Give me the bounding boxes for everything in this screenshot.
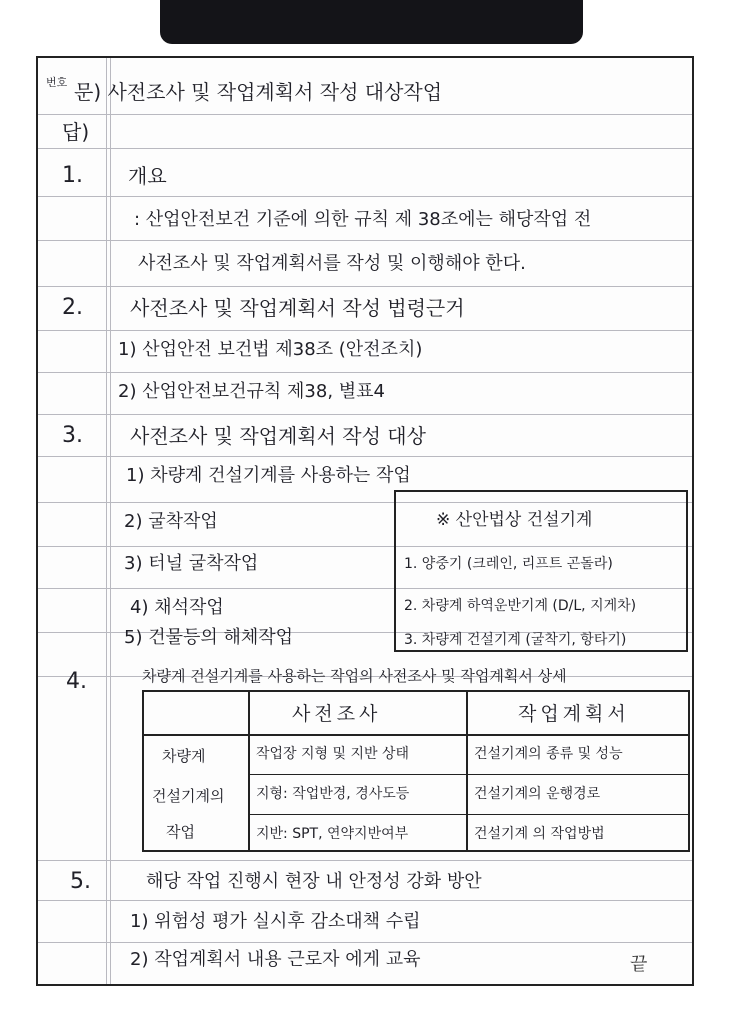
- section-4-title: 차량계 건설기계를 사용하는 작업의 사전조사 및 작업계획서 상세: [142, 667, 567, 685]
- machinery-box-row-2: 2. 차량계 하역운반기계 (D/L, 지게차): [404, 598, 637, 614]
- table-row-label-1: 차량계: [162, 747, 206, 765]
- question-text: 문) 사전조사 및 작업계획서 작성 대상작업: [74, 80, 443, 104]
- table-header-divider: [142, 734, 690, 736]
- table-col-divider-1: [248, 690, 250, 852]
- table-plan-2: 건설기계의 운행경로: [474, 786, 601, 802]
- section-3-item-3: 3) 터널 굴착작업: [124, 553, 259, 574]
- section-5-title: 해당 작업 진행시 현장 내 안정성 강화 방안: [146, 871, 482, 892]
- end-mark: 끝: [630, 954, 648, 975]
- section-5-item-1: 1) 위험성 평가 실시후 감소대책 수립: [130, 911, 421, 932]
- answer-label: 답): [62, 120, 90, 144]
- section-1-title: 개요: [128, 164, 167, 188]
- table-header-survey: 사전조사: [292, 703, 382, 725]
- clipboard-clip: [160, 0, 583, 44]
- section-4-number: 4.: [66, 669, 87, 694]
- table-row-label-3: 작업: [166, 823, 195, 841]
- section-3-title: 사전조사 및 작업계획서 작성 대상: [130, 424, 426, 448]
- section-3-number: 3.: [62, 423, 83, 448]
- section-1-number: 1.: [62, 163, 83, 188]
- machinery-box-row-3: 3. 차량계 건설기계 (굴착기, 항타기): [404, 632, 627, 648]
- table-header-plan: 작업계획서: [518, 703, 630, 725]
- table-survey-3: 지반: SPT, 연약지반여부: [256, 826, 409, 842]
- number-label: 번호: [46, 76, 68, 89]
- section-3-item-5: 5) 건물등의 해체작업: [124, 627, 294, 648]
- section-1-line-2: 사전조사 및 작업계획서를 작성 및 이행해야 한다.: [138, 253, 526, 274]
- table-row-label-2: 건설기계의: [152, 787, 225, 805]
- section-2-number: 2.: [62, 295, 83, 320]
- section-3-item-4: 4) 채석작업: [130, 597, 224, 618]
- section-1-line-1: : 산업안전보건 기준에 의한 규칙 제 38조에는 해당작업 전: [134, 209, 592, 230]
- section-3-item-2: 2) 굴착작업: [124, 511, 218, 532]
- table-survey-2: 지형: 작업반경, 경사도등: [256, 786, 410, 802]
- machinery-box-title: ※ 산안법상 건설기계: [436, 510, 593, 530]
- section-2-item-2: 2) 산업안전보건규칙 제38, 별표4: [118, 381, 385, 402]
- table-plan-1: 건설기계의 종류 및 성능: [474, 746, 623, 762]
- table-row-divider-1: [248, 774, 690, 775]
- section-5-item-2: 2) 작업계획서 내용 근로자 에게 교육: [130, 949, 421, 970]
- section-5-number: 5.: [70, 869, 91, 894]
- table-row-divider-2: [248, 814, 690, 815]
- section-3-item-1: 1) 차량계 건설기계를 사용하는 작업: [126, 465, 411, 486]
- table-plan-3: 건설기계 의 작업방법: [474, 826, 605, 842]
- table-col-divider-2: [466, 690, 468, 852]
- section-2-item-1: 1) 산업안전 보건법 제38조 (안전조치): [118, 339, 423, 360]
- table-survey-1: 작업장 지형 및 지반 상태: [256, 746, 410, 762]
- machinery-box-row-1: 1. 양중기 (크레인, 리프트 곤돌라): [404, 556, 613, 572]
- section-2-title: 사전조사 및 작업계획서 작성 법령근거: [130, 296, 465, 320]
